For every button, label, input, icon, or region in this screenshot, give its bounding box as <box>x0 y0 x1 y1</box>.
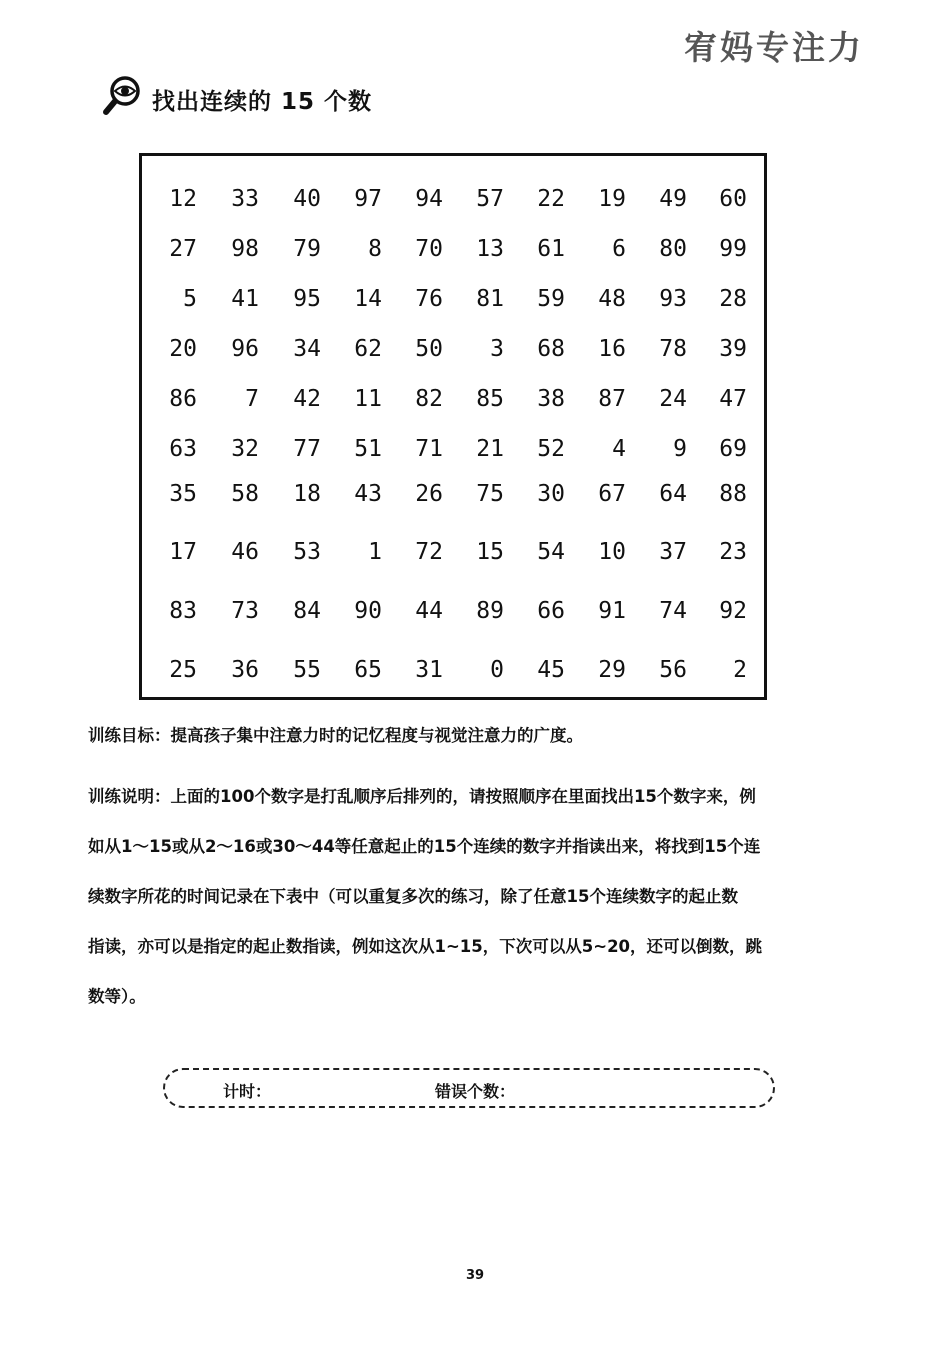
grid-row <box>142 231 764 267</box>
grid-cell: 42 <box>293 386 321 412</box>
grid-cell: 60 <box>719 186 747 212</box>
number-grid <box>139 153 767 700</box>
description-line: 训练说明：上面的100个数字是打乱顺序后排列的，请按照顺序在里面找出15个数字来，例 <box>88 787 756 806</box>
grid-cell: 74 <box>659 598 687 624</box>
grid-cell: 27 <box>169 236 197 262</box>
grid-cell: 49 <box>659 186 687 212</box>
grid-cell: 19 <box>598 186 626 212</box>
grid-row <box>142 331 764 367</box>
grid-row <box>142 476 764 512</box>
grid-cell: 87 <box>598 386 626 412</box>
grid-cell: 88 <box>719 481 747 507</box>
grid-cell: 24 <box>659 386 687 412</box>
grid-cell: 82 <box>415 386 443 412</box>
grid-cell: 84 <box>293 598 321 624</box>
brand-title: 宥妈专注力 <box>684 28 864 67</box>
grid-cell: 48 <box>598 286 626 312</box>
grid-cell: 12 <box>169 186 197 212</box>
grid-cell: 23 <box>719 539 747 565</box>
grid-cell: 99 <box>719 236 747 262</box>
grid-cell: 44 <box>415 598 443 624</box>
grid-cell: 69 <box>719 436 747 462</box>
grid-cell: 30 <box>537 481 565 507</box>
grid-cell: 56 <box>659 657 687 683</box>
grid-cell: 6 <box>612 236 626 262</box>
grid-cell: 68 <box>537 336 565 362</box>
grid-cell: 41 <box>231 286 259 312</box>
grid-cell: 76 <box>415 286 443 312</box>
grid-cell: 7 <box>245 386 259 412</box>
grid-cell: 45 <box>537 657 565 683</box>
grid-cell: 95 <box>293 286 321 312</box>
grid-cell: 71 <box>415 436 443 462</box>
grid-cell: 80 <box>659 236 687 262</box>
magnifier-eye-icon <box>100 74 144 118</box>
grid-cell: 38 <box>537 386 565 412</box>
grid-cell: 13 <box>476 236 504 262</box>
grid-cell: 92 <box>719 598 747 624</box>
grid-cell: 3 <box>490 336 504 362</box>
exercise-heading <box>100 74 372 118</box>
grid-cell: 78 <box>659 336 687 362</box>
grid-cell: 90 <box>354 598 382 624</box>
grid-cell: 52 <box>537 436 565 462</box>
grid-row <box>142 281 764 317</box>
grid-cell: 70 <box>415 236 443 262</box>
grid-cell: 0 <box>490 657 504 683</box>
record-box <box>163 1068 775 1108</box>
grid-cell: 51 <box>354 436 382 462</box>
grid-cell: 98 <box>231 236 259 262</box>
grid-cell: 11 <box>354 386 382 412</box>
grid-row <box>142 534 764 570</box>
description-line: 如从1～15或从2～16或30～44等任意起止的15个连续的数字并指读出来，将找到15个连 <box>88 837 761 856</box>
grid-cell: 85 <box>476 386 504 412</box>
grid-cell: 9 <box>673 436 687 462</box>
grid-cell: 73 <box>231 598 259 624</box>
training-description <box>88 772 848 1022</box>
grid-cell: 89 <box>476 598 504 624</box>
grid-row <box>142 652 764 688</box>
grid-cell: 61 <box>537 236 565 262</box>
grid-row <box>142 381 764 417</box>
grid-cell: 35 <box>169 481 197 507</box>
grid-cell: 97 <box>354 186 382 212</box>
grid-cell: 32 <box>231 436 259 462</box>
grid-cell: 75 <box>476 481 504 507</box>
grid-cell: 37 <box>659 539 687 565</box>
grid-cell: 43 <box>354 481 382 507</box>
grid-cell: 96 <box>231 336 259 362</box>
grid-cell: 46 <box>231 539 259 565</box>
grid-cell: 55 <box>293 657 321 683</box>
grid-cell: 65 <box>354 657 382 683</box>
grid-cell: 40 <box>293 186 321 212</box>
grid-cell: 21 <box>476 436 504 462</box>
description-line: 数等）。 <box>88 987 146 1006</box>
grid-cell: 39 <box>719 336 747 362</box>
training-goal: 训练目标：提高孩子集中注意力时的记忆程度与视觉注意力的广度。 <box>88 726 583 745</box>
grid-cell: 1 <box>368 539 382 565</box>
description-line: 指读，亦可以是指定的起止数指读，例如这次从1~15，下次可以从5~20，还可以倒数，跳 <box>88 937 763 956</box>
grid-cell: 29 <box>598 657 626 683</box>
grid-cell: 31 <box>415 657 443 683</box>
grid-cell: 4 <box>612 436 626 462</box>
grid-cell: 2 <box>733 657 747 683</box>
grid-cell: 91 <box>598 598 626 624</box>
grid-cell: 16 <box>598 336 626 362</box>
errors-label: 错误个数： <box>435 1082 516 1101</box>
grid-cell: 83 <box>169 598 197 624</box>
grid-cell: 57 <box>476 186 504 212</box>
description-line: 续数字所花的时间记录在下表中（可以重复多次的练习，除了任意15个连续数字的起止数 <box>88 887 738 906</box>
grid-cell: 93 <box>659 286 687 312</box>
grid-cell: 54 <box>537 539 565 565</box>
grid-cell: 58 <box>231 481 259 507</box>
grid-cell: 15 <box>476 539 504 565</box>
grid-cell: 28 <box>719 286 747 312</box>
grid-cell: 53 <box>293 539 321 565</box>
grid-cell: 20 <box>169 336 197 362</box>
grid-row <box>142 431 764 467</box>
grid-cell: 10 <box>598 539 626 565</box>
grid-cell: 22 <box>537 186 565 212</box>
grid-cell: 50 <box>415 336 443 362</box>
grid-cell: 5 <box>183 286 197 312</box>
grid-cell: 34 <box>293 336 321 362</box>
grid-row <box>142 593 764 629</box>
grid-cell: 25 <box>169 657 197 683</box>
timer-label: 计时： <box>223 1082 272 1101</box>
grid-row <box>142 181 764 217</box>
grid-cell: 72 <box>415 539 443 565</box>
grid-cell: 17 <box>169 539 197 565</box>
grid-cell: 18 <box>293 481 321 507</box>
grid-cell: 94 <box>415 186 443 212</box>
grid-cell: 59 <box>537 286 565 312</box>
grid-cell: 47 <box>719 386 747 412</box>
grid-cell: 81 <box>476 286 504 312</box>
grid-cell: 36 <box>231 657 259 683</box>
grid-cell: 64 <box>659 481 687 507</box>
grid-cell: 62 <box>354 336 382 362</box>
grid-cell: 79 <box>293 236 321 262</box>
grid-cell: 86 <box>169 386 197 412</box>
grid-cell: 33 <box>231 186 259 212</box>
grid-cell: 26 <box>415 481 443 507</box>
grid-cell: 14 <box>354 286 382 312</box>
page-number: 39 <box>465 1268 485 1283</box>
grid-cell: 63 <box>169 436 197 462</box>
grid-cell: 67 <box>598 481 626 507</box>
grid-cell: 66 <box>537 598 565 624</box>
exercise-title: 找出连续的 15 个数 <box>152 88 373 115</box>
grid-cell: 77 <box>293 436 321 462</box>
grid-cell: 8 <box>368 236 382 262</box>
